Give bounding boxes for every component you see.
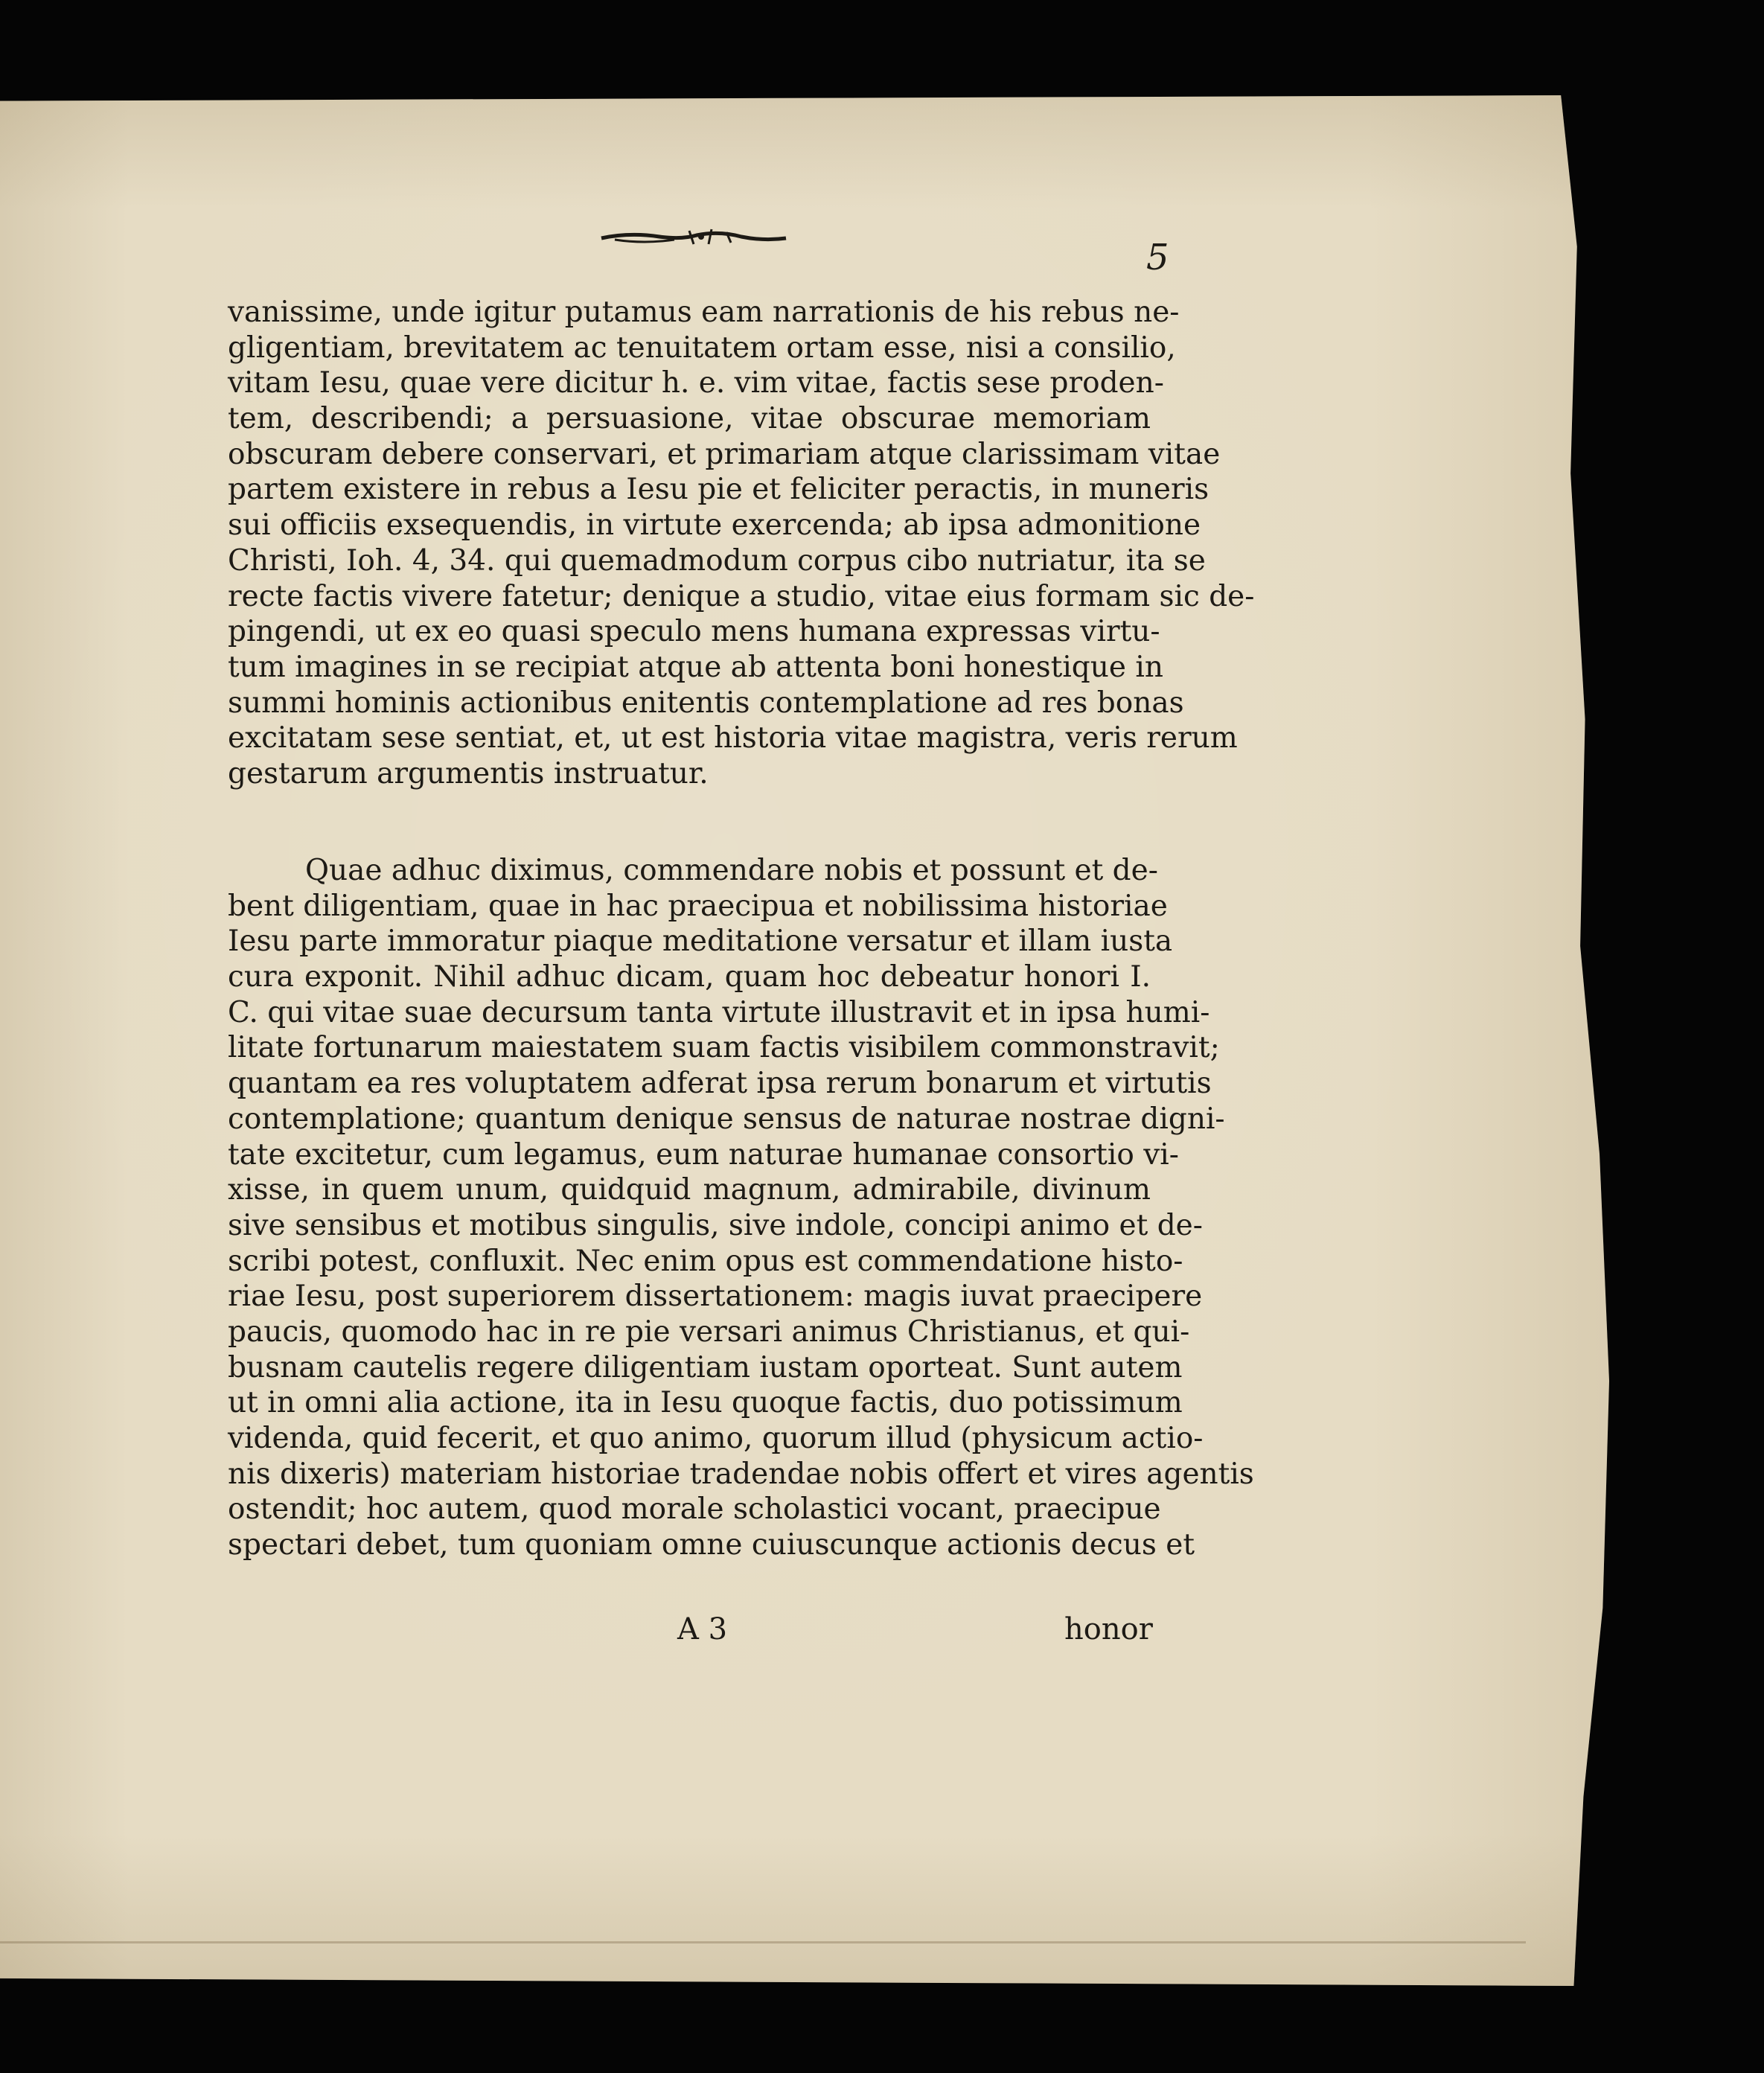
catchword: honor (1064, 1612, 1153, 1646)
text-line: gestarum argumentis instruatur. (228, 756, 709, 790)
text-line: partem existere in rebus a Iesu pie et feliciter peractis, in muneris (228, 473, 1209, 507)
text-line: xisse, in quem unum, quidquid magnum, admirabile, divinum (228, 1173, 1151, 1207)
text-line: vanissime, unde igitur putamus eam narrationis de his rebus ne- (228, 296, 1180, 329)
text-line: sive sensibus et motibus singulis, sive indole, concipi animo et de- (228, 1208, 1203, 1242)
text-line: bent diligentiam, quae in hac praecipua et nobilissima historiae (228, 889, 1168, 923)
text-line: sui officiis exsequendis, in virtute exercenda; ab ipsa admonitione (228, 508, 1201, 543)
text-line: contemplatione; quantum denique sensus de naturae nostrae digni- (228, 1102, 1225, 1136)
text-line: cura exponit. Nihil adhuc dicam, quam hoc debeatur honori I. (228, 960, 1151, 994)
text-line: summi hominis actionibus enitentis contemplatione ad res bonas (228, 686, 1184, 720)
page-number: 5 (1146, 237, 1169, 278)
text-line: pingendi, ut ex eo quasi speculo mens humana expressas virtu- (228, 615, 1160, 649)
text-line: videnda, quid fecerit, et quo animo, quorum illud (physicum actio- (228, 1422, 1204, 1455)
text-line: ostendit; hoc autem, quod morale scholastici vocant, praecipue (228, 1492, 1161, 1527)
text-line: vitam Iesu, quae vere dicitur h. e. vim vitae, factis sese proden- (228, 366, 1164, 400)
paragraph-2 (228, 853, 1254, 1563)
text-line: obscuram debere conservari, et primariam atque clarissimam vitae (228, 437, 1221, 471)
text-line: scribi potest, confluxit. Nec enim opus est commendatione histo- (228, 1244, 1183, 1278)
text-line: gligentiam, brevitatem ac tenuitatem ortam esse, nisi a consilio, (228, 330, 1176, 365)
text-line: tum imagines in se recipiat atque ab attenta boni honestique in (228, 650, 1163, 684)
text-line: ut in omni alia actione, ita in Iesu quoque factis, duo potissimum (228, 1386, 1183, 1420)
text-line: riae Iesu, post superiorem dissertationem: magis iuvat praecipere (228, 1280, 1203, 1314)
fold-line (0, 1941, 1526, 1943)
text-line: busnam cautelis regere diligentiam iustam oporteat. Sunt autem (228, 1350, 1183, 1384)
text-line: Iesu parte immoratur piaque meditatione versatur et illam iusta (228, 924, 1173, 959)
signature-mark: A 3 (677, 1612, 728, 1646)
text-line: Christi, Ioh. 4, 34. qui quemadmodum corpus cibo nutriatur, ita se (228, 543, 1206, 578)
decorative-rule-ornament-icon (600, 225, 787, 252)
text-line: tem, describendi; a persuasione, vitae obscurae memoriam (228, 402, 1151, 436)
text-line: recte factis vivere fatetur; denique a studio, vitae eius formam sic de- (228, 579, 1255, 613)
text-line: excitatam sese sentiat, et, ut est historia vitae magistra, veris rerum (228, 721, 1238, 756)
text-line: paucis, quomodo hac in re pie versari animus Christianus, et qui- (228, 1315, 1190, 1349)
text-line: litate fortunarum maiestatem suam factis visibilem commonstravit; (228, 1031, 1220, 1065)
text-line: tate excitetur, cum legamus, eum naturae humanae consortio vi- (228, 1137, 1179, 1172)
paragraph-1 (228, 295, 1255, 792)
text-line: C. qui vitae suae decursum tanta virtute illustravit et in ipsa humi- (228, 995, 1210, 1029)
text-line: nis dixeris) materiam historiae tradendae nobis offert et vires agentis (228, 1457, 1254, 1491)
text-line: spectari debet, tum quoniam omne cuiuscunque actionis decus et (228, 1528, 1195, 1562)
text-line: quantam ea res voluptatem adferat ipsa rerum bonarum et virtutis (228, 1067, 1212, 1101)
text-line: Quae adhuc diximus, commendare nobis et possunt et de- (305, 854, 1158, 887)
